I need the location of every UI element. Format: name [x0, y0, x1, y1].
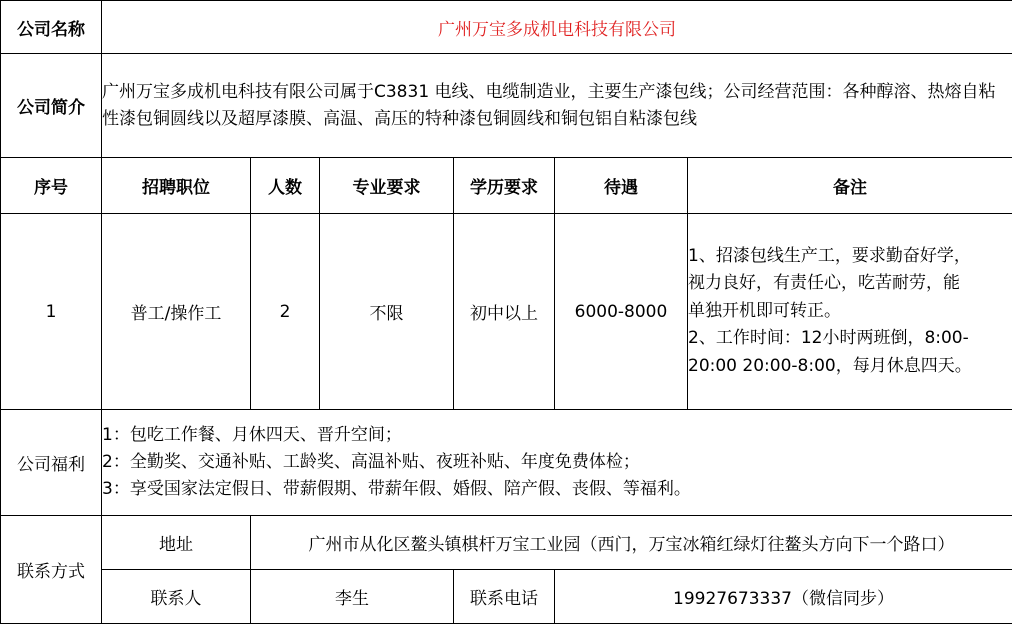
address-value: 广州市从化区鳌头镇棋杆万宝工业园（西门，万宝冰箱红绿灯往鳌头方向下一个路口）	[251, 516, 1012, 570]
company-name-label: 公司名称	[1, 1, 102, 54]
job-education: 初中以上	[454, 214, 555, 410]
job-position: 普工/操作工	[102, 214, 251, 410]
person-value: 李生	[251, 570, 454, 624]
header-salary: 待遇	[555, 158, 688, 214]
header-education: 学历要求	[454, 158, 555, 214]
job-remark	[688, 214, 1012, 410]
job-remark-line: 20:00 20:00-8:00，每月休息四天。	[688, 353, 1012, 381]
welfare-row	[1, 410, 1012, 516]
job-remark-line: 1、招漆包线生产工，要求勤奋好学，	[688, 243, 1012, 271]
company-name-row	[1, 1, 1012, 54]
phone-label: 联系电话	[454, 570, 555, 624]
header-row	[1, 158, 1012, 214]
list-item: 2：全勤奖、交通补贴、工龄奖、高温补贴、夜班补贴、年度免费体检；	[102, 449, 1012, 476]
header-position: 招聘职位	[102, 158, 251, 214]
header-remark: 备注	[688, 158, 1012, 214]
company-intro: 广州万宝多成机电科技有限公司属于C3831 电线、电缆制造业，主要生产漆包线；公司经营范围：各种醇溶、热熔自粘性漆包铜圆线以及超厚漆膜、高温、高压的特种漆包铜圆线和铜包铝自粘漆包线	[102, 54, 1012, 158]
phone-value: 19927673337（微信同步）	[555, 570, 1012, 624]
contact-address-row	[1, 516, 1012, 570]
contact-person-row	[1, 570, 1012, 624]
person-label: 联系人	[102, 570, 251, 624]
job-major: 不限	[320, 214, 454, 410]
job-remark-line: 单独开机即可转正。	[688, 298, 1012, 326]
header-major: 专业要求	[320, 158, 454, 214]
list-item: 1：包吃工作餐、月休四天、晋升空间；	[102, 422, 1012, 449]
job-remark-line: 视力良好，有责任心，吃苦耐劳，能	[688, 270, 1012, 298]
welfare-label: 公司福利	[1, 410, 102, 516]
table-row	[1, 214, 1012, 410]
job-count: 2	[251, 214, 320, 410]
company-intro-row	[1, 54, 1012, 158]
job-remark-line: 2、工作时间：12小时两班倒，8:00-	[688, 325, 1012, 353]
welfare-list	[102, 410, 1012, 516]
company-intro-label: 公司简介	[1, 54, 102, 158]
header-count: 人数	[251, 158, 320, 214]
header-seq: 序号	[1, 158, 102, 214]
contact-label: 联系方式	[1, 516, 102, 624]
job-seq: 1	[1, 214, 102, 410]
company-name: 广州万宝多成机电科技有限公司	[102, 1, 1012, 54]
job-salary: 6000-8000	[555, 214, 688, 410]
address-label: 地址	[102, 516, 251, 570]
list-item: 3：享受国家法定假日、带薪假期、带薪年假、婚假、陪产假、丧假、等福利。	[102, 476, 1012, 503]
